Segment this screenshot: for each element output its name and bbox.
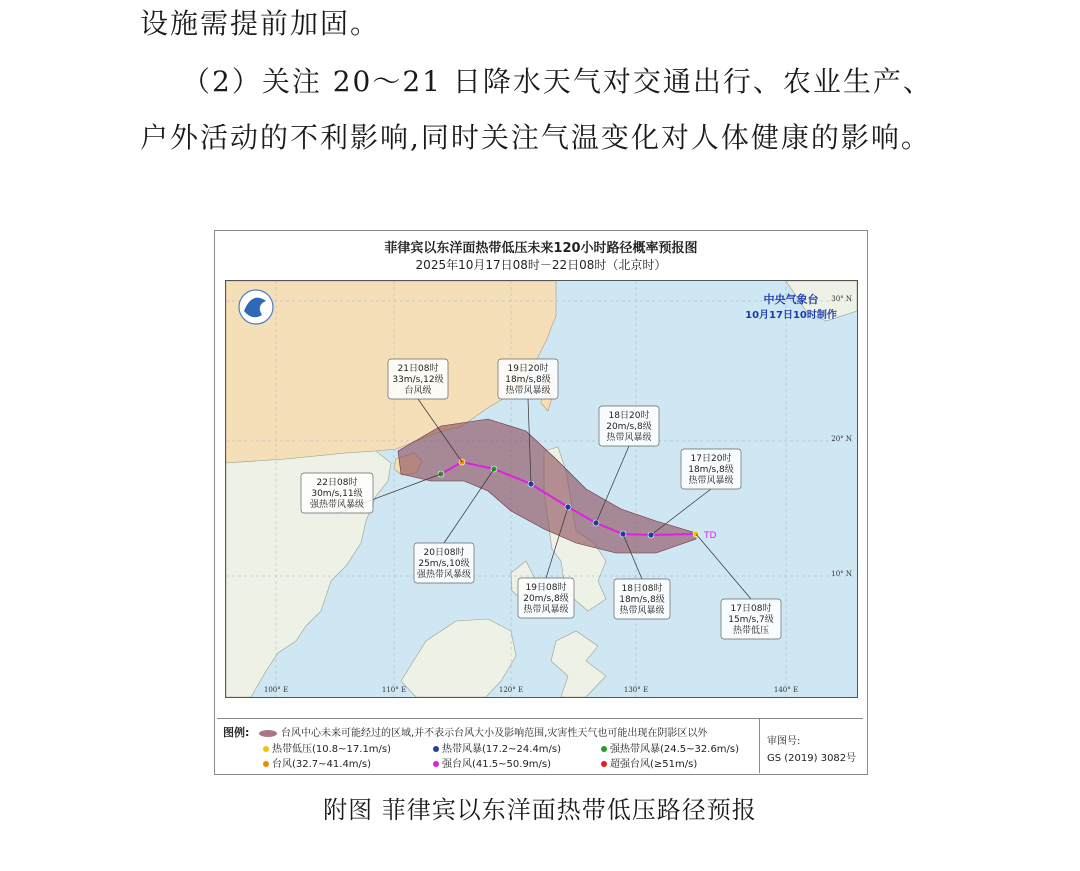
track-label-time: 17日20时 xyxy=(690,454,732,464)
track-label-wind: 20m/s,8级 xyxy=(523,594,569,604)
track-label-time: 19日08时 xyxy=(525,583,567,593)
issued-time: 10月17日10时制作 xyxy=(745,310,837,321)
track-label-time: 18日20时 xyxy=(608,411,650,421)
track-label-wind: 18m/s,8级 xyxy=(619,595,665,605)
track-label-grade: 台风级 xyxy=(404,386,432,396)
track-label-wind: 18m/s,8级 xyxy=(505,375,551,385)
sty-dot-icon xyxy=(433,761,439,767)
track-label-wind: 25m/s,10级 xyxy=(418,559,470,569)
track-label-time: 18日08时 xyxy=(621,584,663,594)
lon-label-130: 130° E xyxy=(623,686,649,694)
paragraph-line-2: （2）关注 20～21 日降水天气对交通出行、农业生产、 xyxy=(182,65,933,98)
cone-swatch-icon xyxy=(259,730,277,737)
legend-item-label: 强热带风暴(24.5~32.6m/s) xyxy=(610,744,740,755)
track-label-wind: 30m/s,11级 xyxy=(311,489,363,499)
legend-item-td xyxy=(263,740,391,755)
legend-item-label: 强台风(41.5~50.9m/s) xyxy=(442,759,552,770)
legend-panel xyxy=(217,718,863,773)
lat-label-10: 10° N xyxy=(831,570,852,578)
track-label-grade: 强热带风暴级 xyxy=(309,500,365,510)
lon-label-110: 110° E xyxy=(381,686,407,694)
track-label-grade: 强热带风暴级 xyxy=(416,570,472,580)
track-map xyxy=(225,280,858,698)
agency-name: 中央气象台 xyxy=(763,293,819,306)
track-label-grade: 热带风暴级 xyxy=(606,433,652,443)
supty-dot-icon xyxy=(601,761,607,767)
track-label-grade: 热带风暴级 xyxy=(688,476,734,486)
track-label-wind: 33m/s,12级 xyxy=(392,375,444,385)
paragraph-line-1: 设施需提前加固。 xyxy=(140,7,381,40)
track-label-grade: 热带风暴级 xyxy=(505,386,551,396)
lon-label-100: 100° E xyxy=(263,686,289,694)
legend-divider xyxy=(759,719,760,773)
legend-cone-row xyxy=(259,724,707,739)
legend-item-ty xyxy=(263,755,371,770)
legend-item-label: 热带风暴(17.2~24.4m/s) xyxy=(442,744,562,755)
track-label-grade: 热带风暴级 xyxy=(619,606,665,616)
legend-item-sty xyxy=(433,755,551,770)
legend-heading: 图例: xyxy=(223,726,250,739)
legend-cone-desc: 台风中心未来可能经过的区域,并不表示台风大小及影响范围,灾害性天气也可能出现在阴影区以外 xyxy=(281,728,708,739)
review-code: GS (2019) 3082号 xyxy=(767,753,857,764)
legend-item-supty xyxy=(601,755,697,770)
legend-item-label: 台风(32.7~41.4m/s) xyxy=(272,759,372,770)
figure-title: 菲律宾以东洋面热带低压未来120小时路径概率预报图 xyxy=(384,241,698,256)
td-dot-icon xyxy=(263,746,269,752)
track-label-time: 22日08时 xyxy=(316,478,358,488)
legend-item-sts xyxy=(601,740,739,755)
lon-label-140: 140° E xyxy=(773,686,799,694)
legend-item-ts xyxy=(433,740,561,755)
track-label-time: 19日20时 xyxy=(507,364,549,374)
legend-item-label: 超强台风(≥51m/s) xyxy=(610,759,698,770)
paragraph-line-3: 户外活动的不利影响,同时关注气温变化对人体健康的影响。 xyxy=(140,121,931,154)
track-label-grade: 热带低压 xyxy=(732,626,770,636)
track-label-grade: 热带风暴级 xyxy=(523,605,569,615)
track-label-time: 20日08时 xyxy=(423,548,465,558)
track-label-wind: 20m/s,8级 xyxy=(606,422,652,432)
track-label-time: 17日08时 xyxy=(730,604,772,614)
figure-subtitle: 2025年10月17日08时－22日08时（北京时） xyxy=(415,258,667,272)
track-label-time: 21日08时 xyxy=(397,364,439,374)
review-label: 审图号: xyxy=(767,736,801,747)
ts-dot-icon xyxy=(433,746,439,752)
typhoon-forecast-figure xyxy=(214,230,868,775)
sts-dot-icon xyxy=(601,746,607,752)
lat-label-20: 20° N xyxy=(831,435,852,443)
td-label: TD xyxy=(704,531,717,541)
lat-label-30: 30° N xyxy=(831,295,852,303)
ty-dot-icon xyxy=(263,761,269,767)
figure-caption: 附图 菲律宾以东洋面热带低压路径预报 xyxy=(323,796,757,824)
lon-label-120: 120° E xyxy=(498,686,524,694)
legend-item-label: 热带低压(10.8~17.1m/s) xyxy=(272,744,392,755)
track-label-wind: 15m/s,7级 xyxy=(728,615,774,625)
track-label-wind: 18m/s,8级 xyxy=(688,465,734,475)
